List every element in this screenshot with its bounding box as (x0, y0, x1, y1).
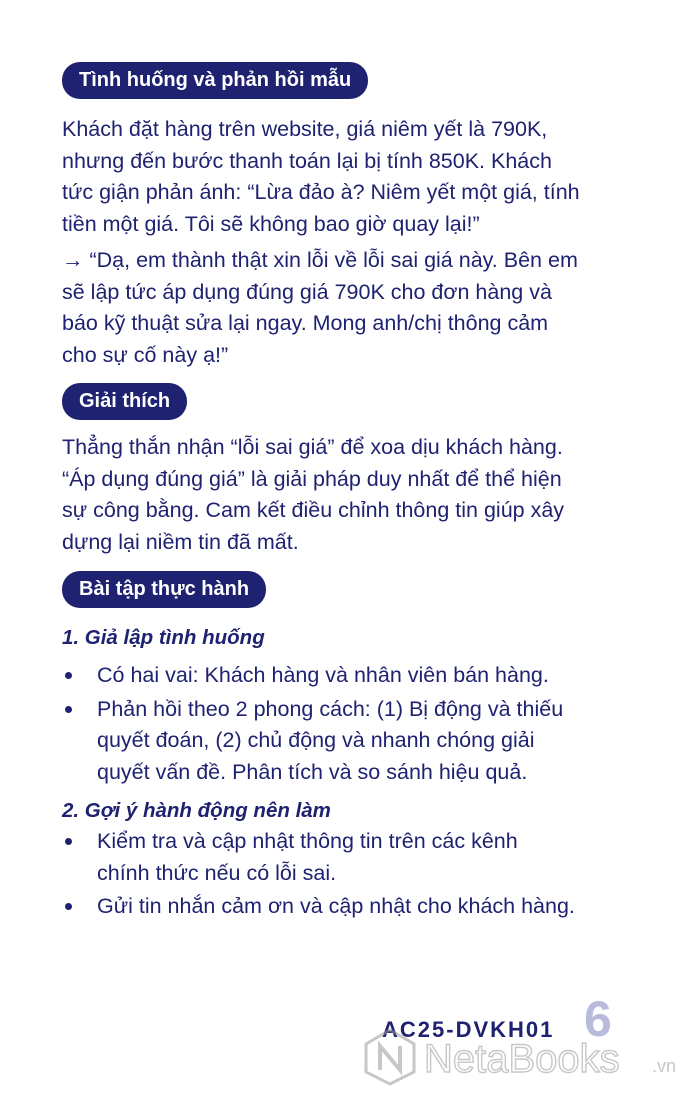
text-line: nhưng đến bước thanh toán lại bị tính 850K. Khách (62, 148, 552, 173)
bullet-dot (65, 672, 72, 679)
page-number: 6 (584, 991, 612, 1047)
text-line: báo kỹ thuật sửa lại ngay. Mong anh/chị thông cảm (62, 311, 549, 335)
text-line: dựng lại niềm tin đã mất. (62, 529, 299, 554)
text-line: “Áp dụng đúng giá” là giải pháp duy nhất để thể hiện (62, 466, 562, 491)
list-item (62, 694, 652, 789)
subheading-suggested-actions: 2. Gợi ý hành động nên làm (62, 799, 331, 822)
text-line: Gửi tin nhắn cảm ơn và cập nhật cho khách hàng. (97, 894, 575, 918)
bullet-dot (65, 706, 72, 713)
text-line: Kiểm tra và cập nhật thông tin trên các kênh (97, 829, 518, 853)
bullet-dot (65, 903, 72, 910)
netabooks-logo-icon (366, 1030, 414, 1084)
section-heading-scenario: Tình huống và phản hồi mẫu (62, 62, 368, 99)
suggested-actions-bullets (62, 826, 652, 925)
text-line: quyết vấn đề. Phân tích và so sánh hiệu quả. (97, 759, 528, 784)
list-item (62, 826, 652, 889)
section-heading-explanation: Giải thích (62, 383, 187, 420)
bullet-dot (65, 838, 72, 845)
text-line: sẽ lập tức áp dụng đúng giá 790K cho đơn hàng và (62, 279, 552, 304)
explanation-paragraph (62, 432, 642, 558)
text-line: Phản hồi theo 2 phong cách: (1) Bị động và thiếu (97, 696, 564, 721)
scenario-paragraph (62, 114, 642, 240)
text-line: tức giận phản ánh: “Lừa đảo à? Niêm yết một giá, tính (62, 180, 580, 204)
text-line: tiền một giá. Tôi sẽ không bao giờ quay lại!” (62, 211, 480, 236)
text-line: Có hai vai: Khách hàng và nhân viên bán hàng. (97, 663, 549, 687)
watermark-text: NetaBooks (424, 1037, 620, 1081)
subheading-simulation: 1. Giả lập tình huống (62, 626, 265, 649)
text-line: → “Dạ, em thành thật xin lỗi về lỗi sai giá này. Bên em (62, 248, 578, 272)
document-code: AC25-DVKH01 (382, 1017, 555, 1042)
section-heading-practice: Bài tập thực hành (62, 571, 266, 608)
watermark-suffix: .vn (652, 1056, 677, 1076)
text-line: quyết đoán, (2) chủ động và nhanh chóng giải (97, 728, 535, 752)
text-line: chính thức nếu có lỗi sai. (97, 860, 337, 885)
list-item (62, 660, 652, 692)
simulation-bullets (62, 660, 652, 790)
sample-reply-paragraph (62, 245, 642, 371)
text-line: Khách đặt hàng trên website, giá niêm yết là 790K, (62, 117, 548, 141)
text-line: Thẳng thắn nhận “lỗi sai giá” để xoa dịu khách hàng. (62, 435, 563, 459)
text-line: sự công bằng. Cam kết điều chỉnh thông tin giúp xây (62, 498, 565, 522)
text-line: cho sự cố này ạ!” (62, 342, 229, 367)
netabooks-watermark-logo (360, 1026, 690, 1086)
list-item (62, 891, 652, 923)
